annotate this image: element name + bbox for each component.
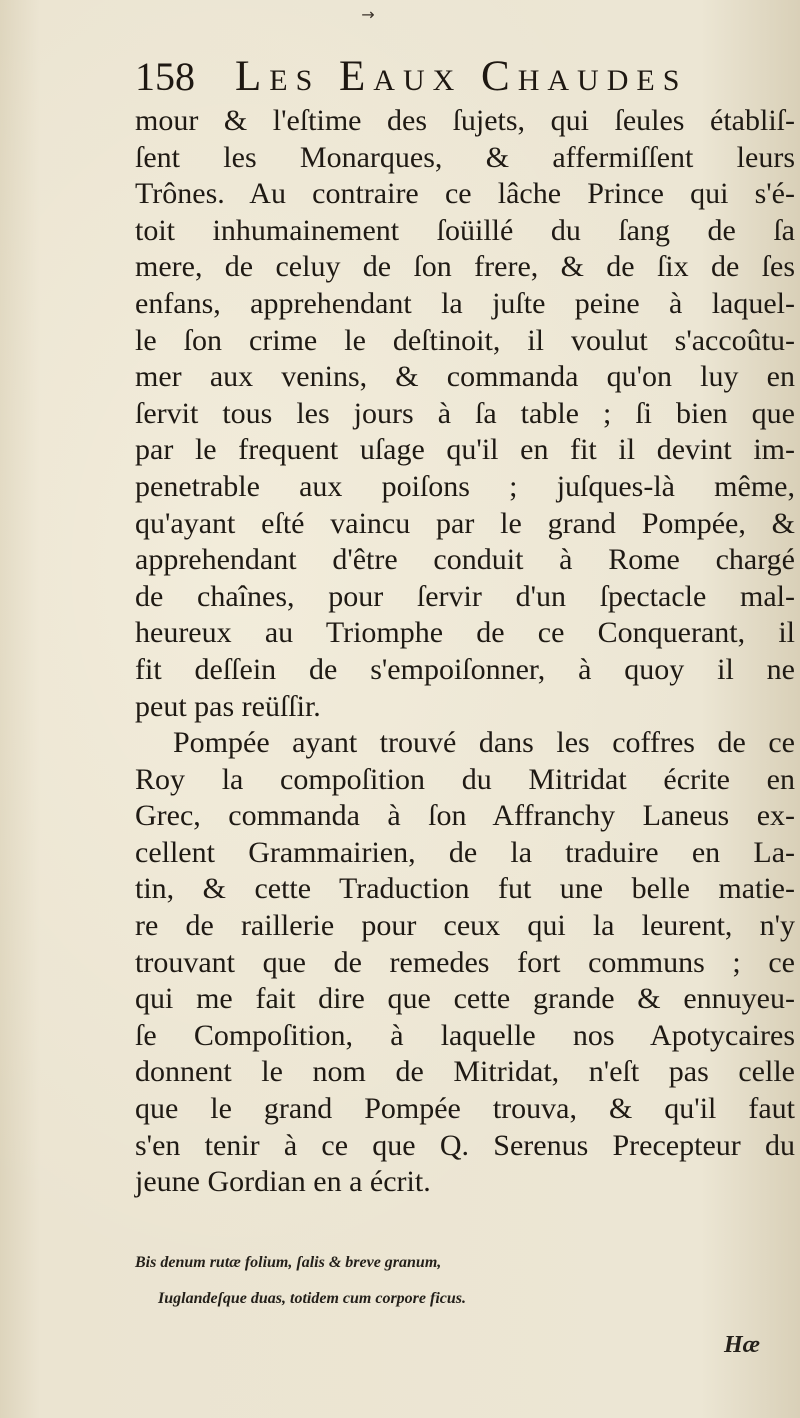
text-line: qui me fait dire que cette grande & ennuyeu- [135,982,795,1016]
catchword: Hæ [724,1332,760,1358]
text-line: apprehendant d'être conduit à Rome chargé [135,543,795,577]
paragraph-2 [135,725,795,1201]
text-line: re de raillerie pour ceux qui la leurent, n'y [135,909,795,943]
text-line: par le frequent uſage qu'il en fit il devint im- [135,433,795,467]
text-line: ſe Compoſition, à laquelle nos Apotycaires [135,1018,795,1052]
text-line: Grec, commanda à ſon Affranchy Laneus ex- [135,799,795,833]
verse-line: Iuglandeſque duas, totidem cum corpore ficus. [158,1290,467,1307]
text-line: peut pas reüſſir. [135,689,321,723]
text-line: le ſon crime le deſtinoit, il voulut s'accoûtu- [135,323,795,357]
page-number: 158 [135,54,195,99]
text-line: que le grand Pompée trouva, & qu'il faut [135,1092,795,1126]
text-line: ſervit tous les jours à ſa table ; ſi bien que [135,396,795,430]
text-line: jeune Gordian en a écrit. [135,1165,431,1199]
text-line: enfans, apprehendant la juſte peine à laquel- [135,286,795,320]
text-line: Pompée ayant trouvé dans les coffres de ce [173,726,795,760]
text-line: ſent les Monarques, & affermiſſent leurs [135,140,795,174]
text-line: trouvant que de remedes fort communs ; ce [135,945,795,979]
body-text [135,103,795,1201]
text-line: s'en tenir à ce que Q. Serenus Precepteur du [135,1128,795,1162]
text-line: Roy la compoſition du Mitridat écrite en [135,762,795,796]
text-line: mour & l'eſtime des ſujets, qui ſeules établiſ- [135,104,795,137]
text-line: fit deſſein de s'empoiſonner, à quoy il ne [135,652,795,686]
running-title: Les Eaux Chaudes [235,53,688,100]
text-line: penetrable aux poiſons ; juſques-là même, [135,469,795,503]
verse-line: Bis denum rutæ folium, ſalis & breve granum, [135,1254,442,1271]
text-line: donnent le nom de Mitridat, n'eſt pas celle [135,1055,795,1089]
text-line: mer aux venins, & commanda qu'on luy en [135,360,795,394]
text-line: tin, & cette Traduction fut une belle matie- [135,872,795,906]
text-line: cellent Grammairien, de la traduire en La- [135,835,795,869]
arrow-mark-icon: → [361,5,375,24]
text-line: Trônes. Au contraire ce lâche Prince qui s'é- [135,177,795,211]
paragraph-1 [135,103,795,725]
text-line: heureux au Triomphe de ce Conquerant, il [135,616,795,650]
text-line: mere, de celuy de ſon frere, & de ſix de ſes [135,250,795,284]
text-line: de chaînes, pour ſervir d'un ſpectacle mal- [135,579,795,613]
page-header [135,52,795,102]
text-line: qu'ayant eſté vaincu par le grand Pompée, & [135,506,795,540]
text-line: toit inhumainement ſoüillé du ſang de ſa [135,213,795,247]
